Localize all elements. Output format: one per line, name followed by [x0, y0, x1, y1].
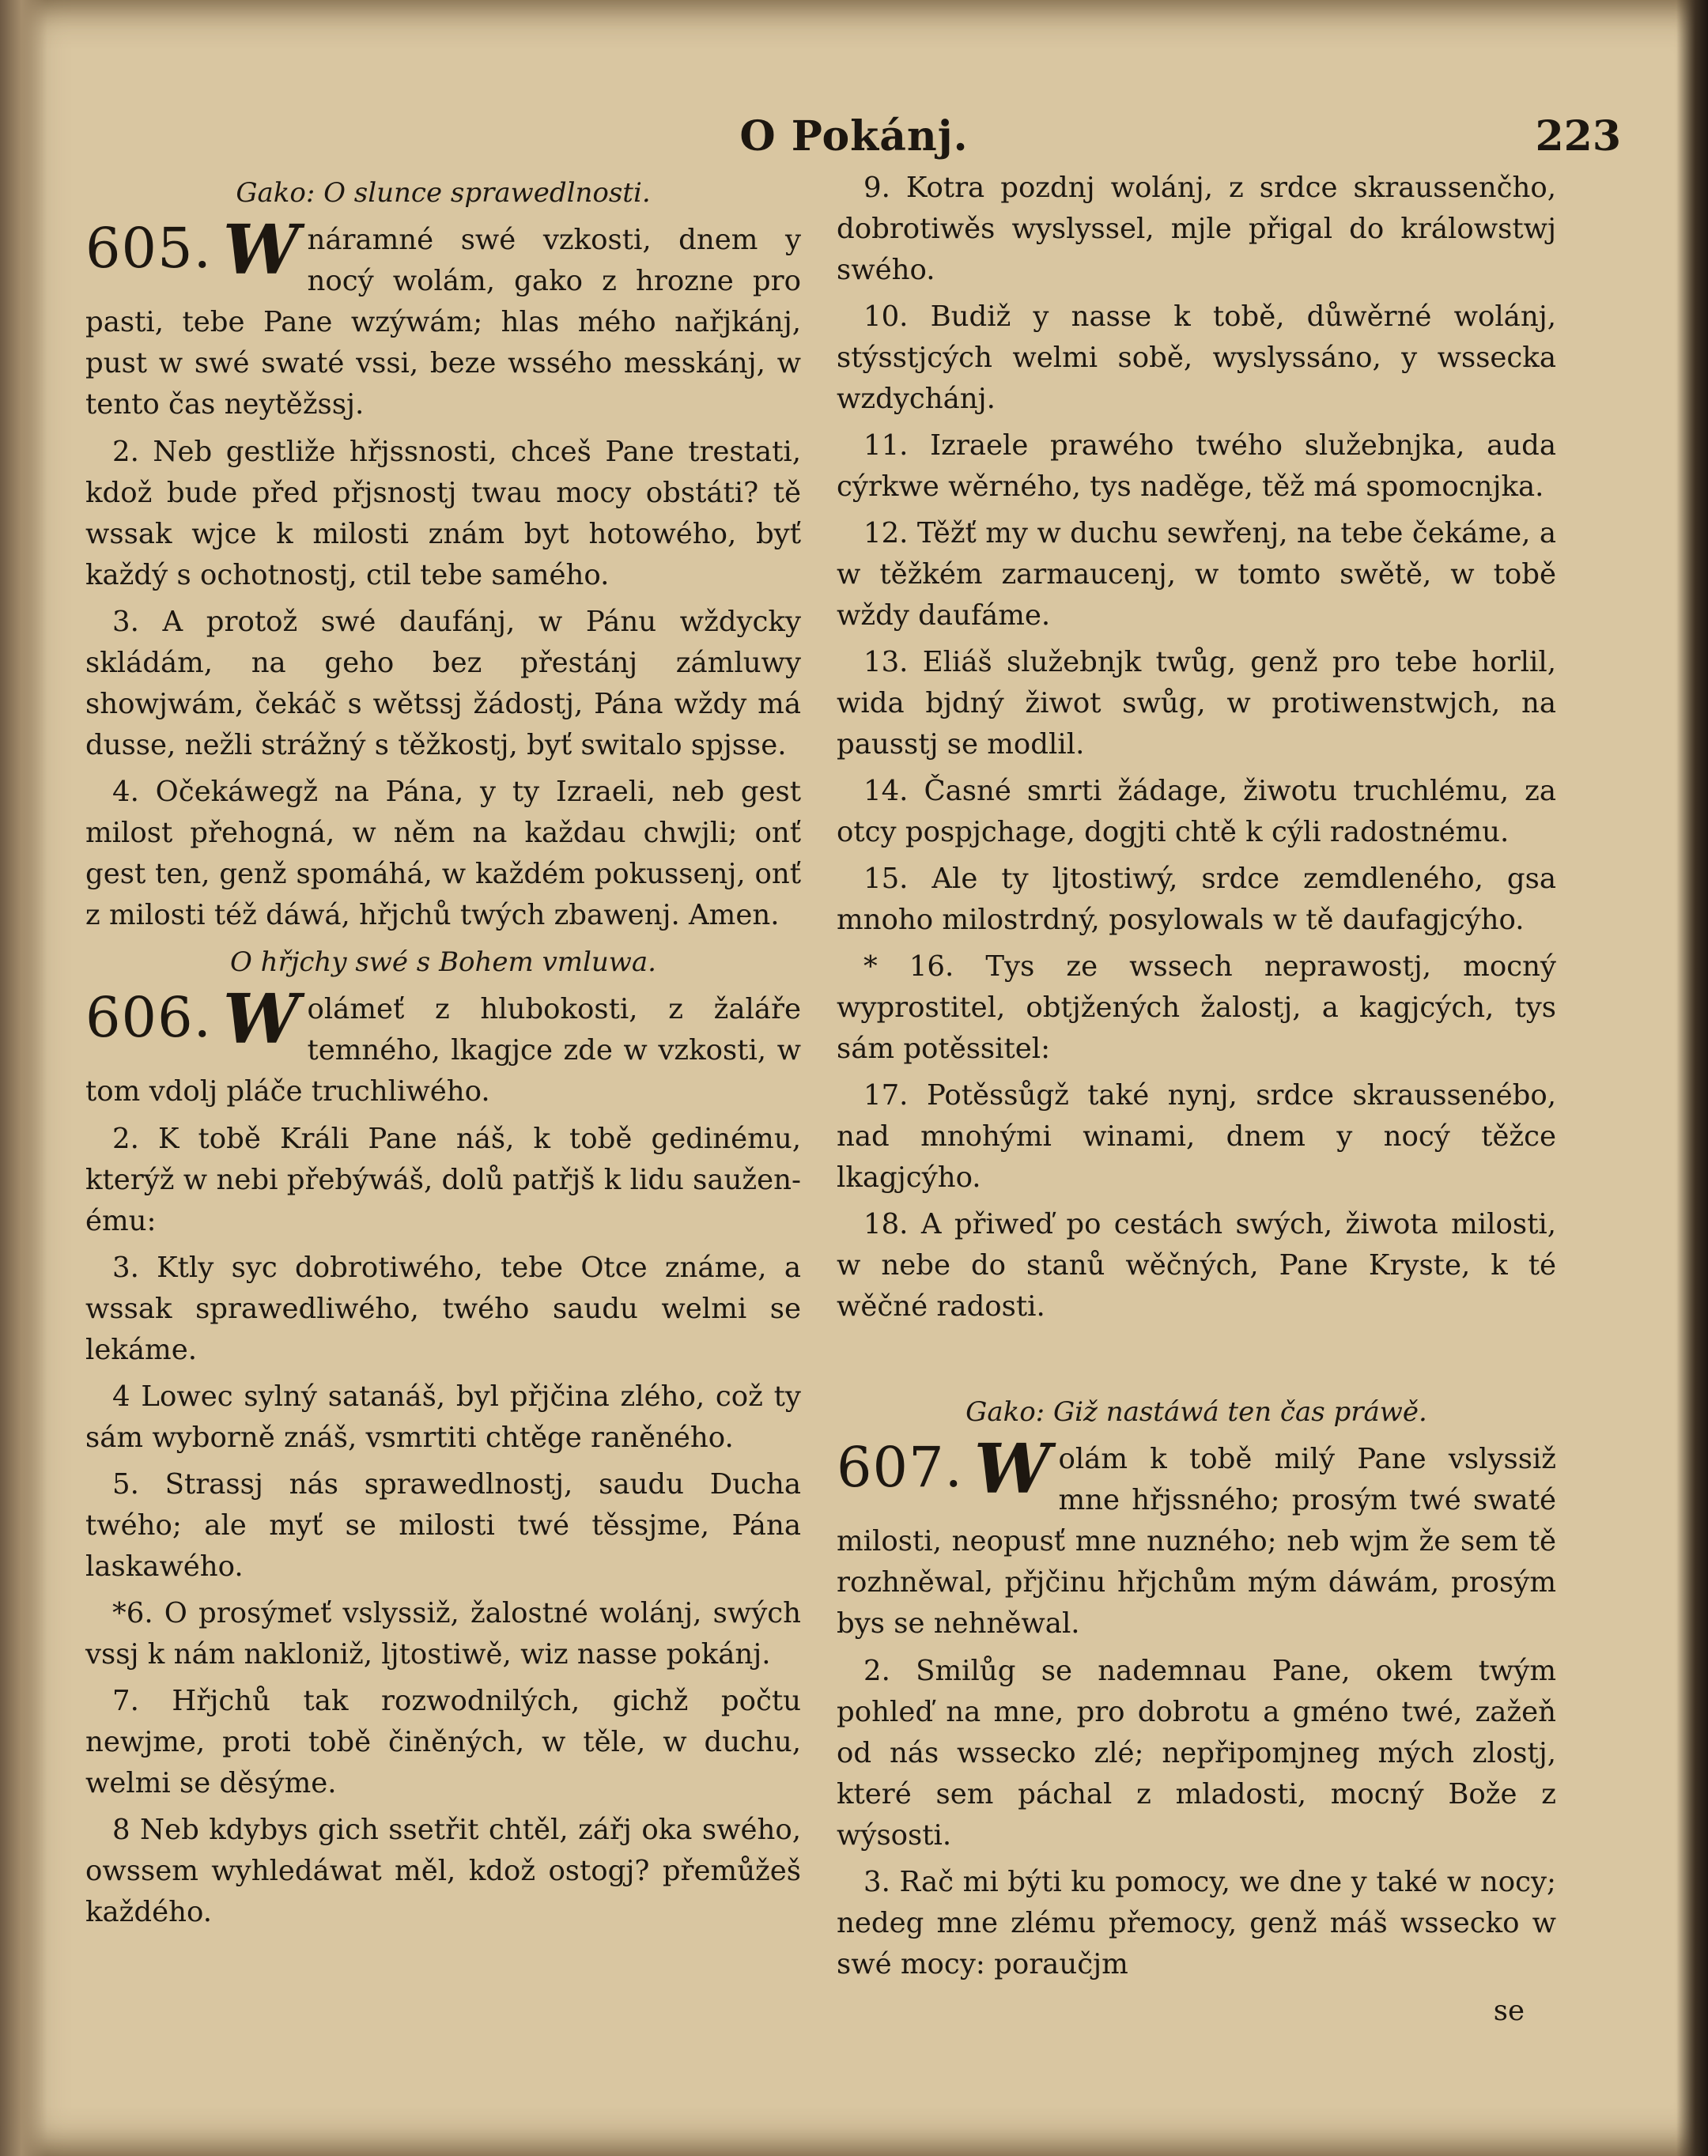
song-606-start — [85, 980, 801, 1112]
song-606-verse-6: *6. O prosýmeť vslyssiž, žalostné wolánj, swých vssj k nám nakloniž, ljtostiwě, wiz nasse pokánj. — [85, 1597, 801, 1671]
page-number: 223 — [1535, 112, 1621, 160]
drop-cap-606: W — [222, 980, 300, 1059]
song-number-606: 606. — [85, 985, 212, 1050]
melody-607: Gako: Giž nastáwá ten čas práwě. — [965, 1396, 1427, 1428]
song-605-start — [85, 210, 801, 425]
song-606-verse-4: 4 Lowec sylný satanáš, byl přjčina zlého, což ty sám wyborně znáš, vsmrtiti chtěge raněného. — [85, 1380, 801, 1454]
song-606-verse-10: 10. Budiž y nasse k tobě, důwěrné wolánj, stýsstjcých welmi sobě, wyslyssáno, y wssecka wzdychánj. — [837, 300, 1556, 415]
song-605-verse-1: náramné swé vzkosti, dnem y nocý wolám, gako z hrozne pro pasti, tebe Pane wzýwám; hlas mého nařjkánj, pust w swé swaté vssi, beze wssého messkánj, w tento čas neytěžssj. — [85, 224, 801, 421]
song-606-verse-1: olámeť z hlubokosti, z žaláře temného, lkagjce zde w vzkosti, w tom vdolj pláče truchliwého. — [85, 993, 801, 1108]
song-606-verse-15: 15. Ale ty ljtostiwý, srdce zemdleného, gsa mnoho milostrdný, posylowals w tě daufagjcýho. — [837, 863, 1556, 936]
song-605-verse-2: 2. Neb gestliže hřjssnosti, chceš Pane trestati, kdož bude před přjsnostj twau mocy obstáti? tě wssak wjce k milosti znám byt hotowého, byť každý s ochotnostj, ctil tebe samého. — [85, 436, 801, 591]
song-606-verse-9: 9. Kotra pozdnj wolánj, z srdce skraussenčho, dobrotiwěs wyslyssel, mjle přigal do králowstwj swého. — [837, 172, 1556, 286]
song-606-verse-16: * 16. Tys ze wssech neprawostj, mocný wyprostitel, obtjžených žalostj, a kagjcých, tys sám potěssitel: — [837, 950, 1556, 1065]
song-606-verse-14: 14. Časné smrti žádage, žiwotu truchlému, za otcy pospjchage, dogjti chtě k cýli radostnému. — [837, 775, 1556, 848]
melody-606: O hřjchy swé s Bohem vmluwa. — [230, 946, 656, 978]
song-606-verse-18: 18. A přiweď po cestách swých, žiwota milosti, w nebe do stanů wěčných, Pane Kryste, k té wěčné radosti. — [837, 1208, 1556, 1323]
melody-605: Gako: O slunce sprawedlnosti. — [236, 177, 651, 209]
drop-cap-605: W — [222, 210, 300, 290]
song-606-verse-12: 12. Těžť my w duchu sewřenj, na tebe čekáme, a w těžkém zarmaucenj, w tomto swětě, w tobě wždy daufáme. — [837, 517, 1556, 632]
song-606-verse-7: 7. Hřjchů tak rozwodnilých, gichž počtu newjme, proti tobě činěných, w těle, w duchu, welmi se děsýme. — [85, 1685, 801, 1799]
song-606-verse-17: 17. Potěssůgž také nynj, srdce skraussenébo, nad mnohými winami, dnem y nocý těžce lkagjcýho. — [837, 1079, 1556, 1194]
song-606-verse-13: 13. Eliáš služebnjk twůg, genž pro tebe horlil, wida bjdný žiwot swůg, w protiwenstwjch, na pausstj se modlil. — [837, 646, 1556, 761]
song-607-start — [837, 1429, 1556, 1644]
left-column — [85, 168, 801, 2030]
song-605-verse-3: 3. A protož swé daufánj, w Pánu wždycky skládám, na geho bez přestánj zámluwy showjwám, čekáč s wětssj žádostj, Pána wždy má dusse, nežli strážný s těžkostj, byť switalo spjsse. — [85, 606, 801, 761]
song-number-607: 607. — [837, 1435, 963, 1500]
drop-cap-607: W — [973, 1429, 1051, 1509]
song-606-verse-2: 2. K tobě Králi Pane náš, k tobě gedinému, kterýž w nebi přebýwáš, dolů patřjš k lidu sauženému: — [85, 1123, 801, 1237]
section-gap — [837, 1333, 1556, 1387]
song-606-verse-11: 11. Izraele prawého twého služebnjka, auda cýrkwe wěrného, tys naděge, těž má spomocnjka. — [837, 429, 1556, 503]
running-title: O Pokánj. — [739, 112, 969, 160]
song-606-verse-3: 3. Ktly syc dobrotiwého, tebe Otce známe, a wssak sprawedliwého, twého saudu welmi se lekáme. — [85, 1252, 801, 1366]
song-605-verse-4: 4. Očekáwegž na Pána, y ty Izraeli, neb gest milost přehogná, w něm na každau chwjli; onť gest ten, genž spomáhá, w každém pokussenj, onť z milosti též dáwá, hřjchů twých zbawenj. Amen. — [85, 776, 801, 931]
song-number-605: 605. — [85, 216, 212, 281]
song-606-verse-5: 5. Strassj nás sprawedlnostj, saudu Ducha twého; ale myť se milosti twé těssjme, Pána laskawého. — [85, 1468, 801, 1583]
song-606-verse-8: 8 Neb kdybys gich ssetřit chtěl, zářj oka swého, owssem wyhledáwat měl, kdož ostogj? přemůžeš každého. — [85, 1814, 801, 1928]
song-607-verse-3: 3. Rač mi býti ku pomocy, we dne y také w nocy; nedeg mne zlému přemocy, genž máš wssecko w swé mocy: poraučjm — [837, 1866, 1556, 1980]
song-607-verse-1: olám k tobě milý Pane vslyssiž mne hřjssného; prosým twé swaté milosti, neopusť mne nuzného; neb wjm že sem tě rozhněwal, přjčinu hřjchům mým dáwám, prosým bys se nehněwal. — [837, 1443, 1556, 1640]
catchword: se — [1493, 1995, 1525, 2027]
song-607-verse-2: 2. Smilůg se nademnau Pane, okem twým pohleď na mne, pro dobrotu a gméno twé, zažeň od nás wssecko zlé; nepřipomjneg mých zlostj, které sem páchal z mladosti, mocný Bože z wýsosti. — [837, 1655, 1556, 1852]
right-column — [837, 168, 1556, 2030]
